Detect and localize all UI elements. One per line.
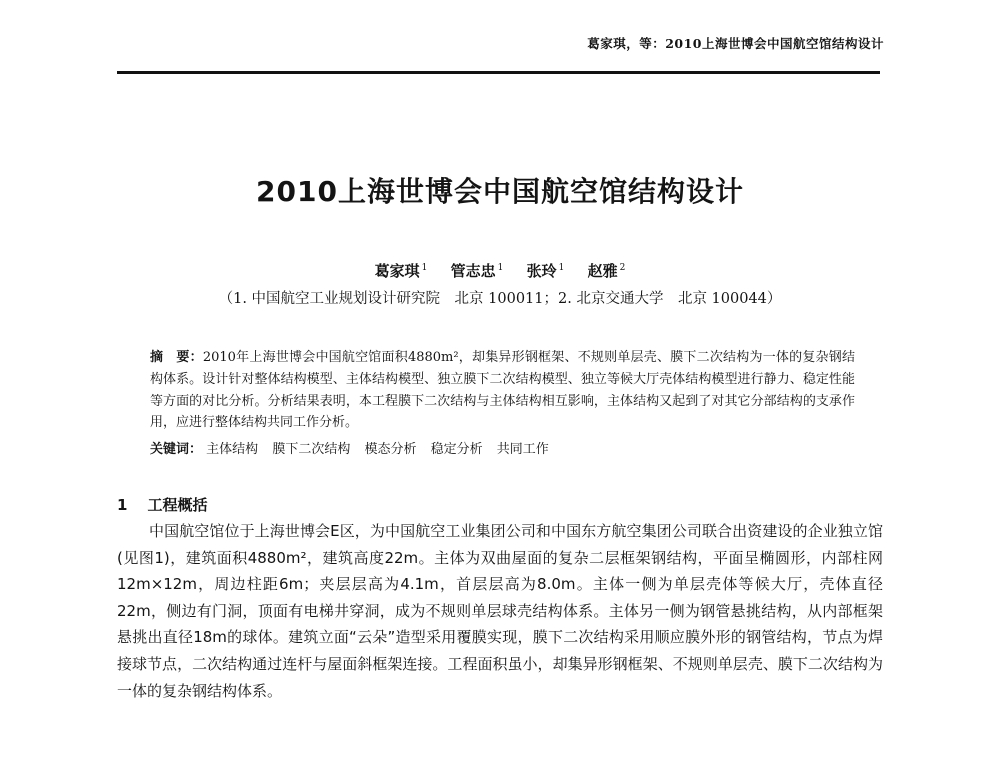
author-name: 赵雅 — [587, 262, 618, 280]
keyword: 稳定分析 — [430, 442, 483, 457]
affiliations: （1. 中国航空工业规划设计研究院 北京 100011；2. 北京交通大学 北京 100044） — [218, 291, 782, 307]
section-title: 工程概括 — [147, 496, 208, 514]
keyword: 模态分析 — [364, 442, 417, 457]
author — [375, 262, 428, 280]
body-paragraph: 中国航空馆位于上海世博会E区，为中国航空工业集团公司和中国东方航空集团公司联合出资建设的企业独立馆(见图1)，建筑面积4880m²，建筑高度22m。主体为双曲屋面的复杂二层框架钢结构，平面呈椭圆形，内部柱网12m×12m，周边柱距6m；夹层层高为4.1m，首层层高为8.0m。主体一侧为单层壳体等候大厅，壳体直径22m，侧边有门洞，顶面有电梯井穿洞，成为不规则单层球壳结构体系。主体另一侧为钢管悬挑结构，从内部框架悬挑出直径18m的球体。建筑立面“云朵”造型采用覆膜实现，膜下二次结构采用顺应膜外形的钢管结构，节点为焊接球节点，二次结构通过连杆与屋面斜框架连接。工程面积虽小，却集异形钢框架、不规则单层壳、膜下二次结构为一体的复杂钢结构体系。 — [117, 522, 883, 700]
author-name: 张玲 — [526, 262, 557, 280]
keyword: 主体结构 — [206, 442, 259, 457]
author-affil-mark: 1 — [421, 263, 428, 273]
author-name: 葛家琪 — [374, 262, 420, 280]
abstract-label: 摘 要： — [150, 350, 203, 365]
author-affil-mark: 2 — [619, 263, 626, 273]
section-heading — [117, 494, 207, 515]
keyword: 膜下二次结构 — [272, 442, 351, 457]
author-list — [0, 260, 1000, 281]
author — [527, 262, 565, 280]
header-rule — [117, 71, 880, 74]
keyword: 共同工作 — [496, 442, 549, 457]
author-affil-mark: 1 — [558, 263, 565, 273]
abstract-text: 2010年上海世博会中国航空馆面积4880m²，却集异形钢框架、不规则单层壳、膜下二次结构为一体的复杂钢结构体系。设计针对整体结构模型、主体结构模型、独立膜下二次结构模型、独立等候大厅壳体结构模型进行静力、稳定性能等方面的对比分析。分析结果表明，本工程膜下二次结构与主体结构相互影响，主体结构又起到了对其它分部结构的支承作用，应进行整体结构共同工作分析。 — [150, 350, 855, 431]
author-affil-mark: 1 — [497, 263, 504, 273]
author — [451, 262, 504, 280]
abstract — [150, 347, 855, 434]
author-name: 管志忠 — [450, 262, 496, 280]
section-number: 1 — [117, 496, 128, 514]
keywords-label: 关键词： — [150, 442, 203, 457]
keywords — [150, 438, 855, 457]
author — [588, 262, 626, 280]
running-header: 葛家琪，等：2010上海世博会中国航空馆结构设计 — [587, 36, 884, 51]
paper-title: 2010上海世博会中国航空馆结构设计 — [256, 175, 744, 208]
